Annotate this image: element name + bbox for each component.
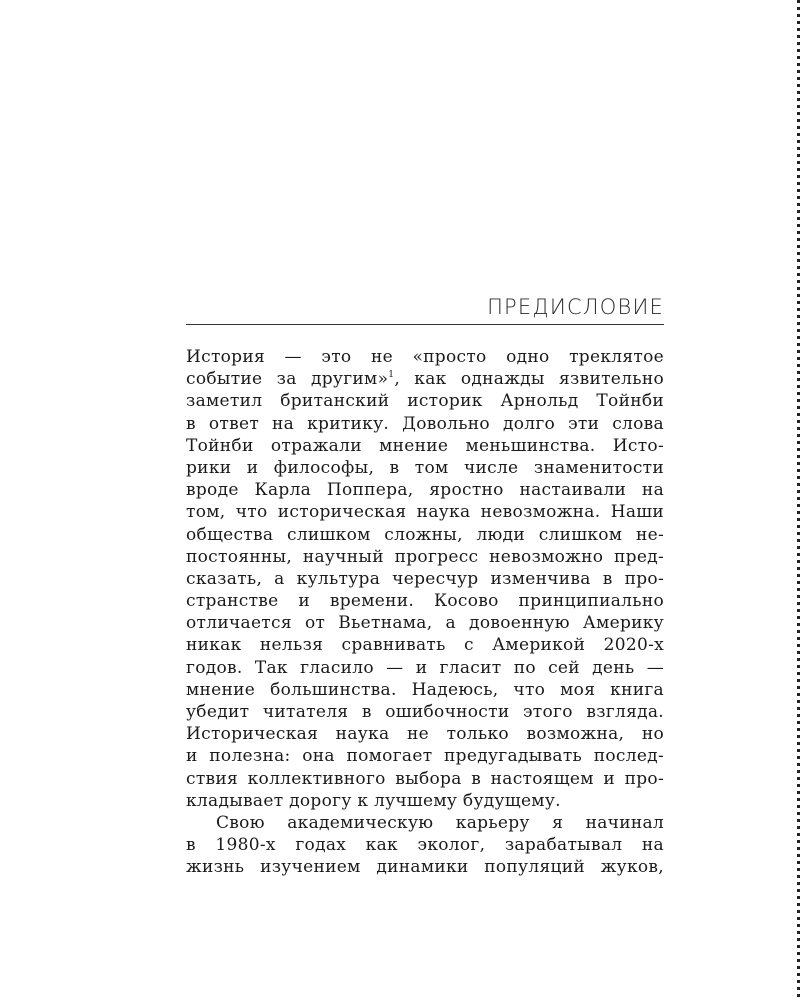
text-segment: событие за другим» (186, 369, 389, 390)
chapter-title: ПРЕДИСЛОВИЕ (487, 295, 664, 319)
text-line: заметил британский историк Арнольд Тойнби (186, 391, 664, 412)
text-line: общества слишком сложны, люди слишком не- (186, 524, 664, 545)
title-divider (186, 324, 664, 325)
text-line: кладывает дорогу к лучшему будущему. (186, 790, 561, 811)
text-line: рики и философы, в том числе знаменитости (186, 457, 664, 478)
paragraph-2 (186, 812, 664, 879)
text-line: ствия коллективного выбора в настоящем и про- (186, 768, 664, 789)
paragraph-1 (186, 346, 664, 812)
text-line: в 1980-х годах как эколог, зарабатывал на (186, 835, 664, 856)
text-line: вроде Карла Поппера, яростно настаивали на (186, 480, 664, 501)
text-segment: , как однажды язвительно (394, 369, 664, 390)
text-line: убедит читателя в ошибочности этого взгляда. (186, 702, 664, 722)
text-line: в ответ на критику. Довольно долго эти слова (186, 413, 664, 434)
text-line: и полезна: она помогает предугадывать послед- (186, 746, 664, 767)
text-line: отличается от Вьетнама, а довоенную Америку (186, 613, 664, 634)
text-line: том, что историческая наука невозможна. Наши (186, 502, 664, 523)
text-line: годов. Так гласило — и гласит по сей день — (186, 657, 664, 678)
text-line: постоянны, научный прогресс невозможно пред- (186, 546, 664, 567)
text-line: Историческая наука не только возможна, но (186, 724, 664, 745)
body-text (186, 346, 664, 879)
text-line: сказать, а культура чересчур изменчива в про- (186, 568, 664, 589)
text-line: странстве и времени. Косово принципиально (186, 591, 664, 612)
text-line: никак нельзя сравнивать с Америкой 2020-х (186, 635, 664, 656)
text-line: История — это не «просто одно треклятое (186, 347, 664, 367)
text-line: Тойнби отражали мнение меньшинства. Исто- (186, 435, 664, 456)
text-line: жизнь изучением динамики популяций жуков, (186, 857, 664, 878)
text-line: Свою академическую карьеру я начинал (216, 812, 664, 833)
text-line: мнение большинства. Надеюсь, что моя книга (186, 679, 664, 700)
footnote-ref[interactable]: 1 (388, 370, 395, 381)
text-line-with-footnote (186, 368, 664, 390)
